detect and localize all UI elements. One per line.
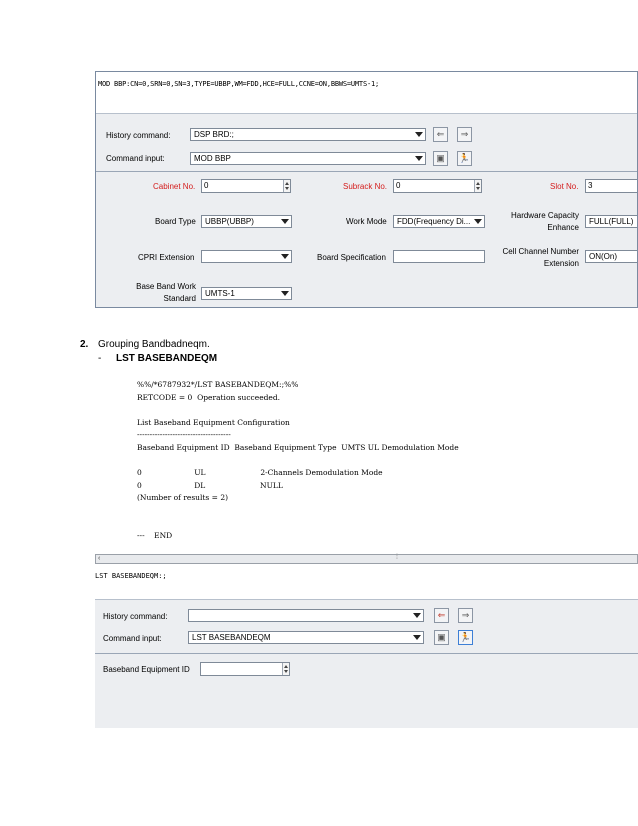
append-command-button[interactable]: ⇒ — [457, 127, 472, 142]
baseband-equipment-id-label: Baseband Equipment ID — [103, 665, 190, 674]
bb-work-standard-value: UMTS-1 — [205, 289, 235, 298]
cell-channel-select[interactable] — [585, 250, 638, 263]
insert-command-button[interactable]: ⇐ — [434, 608, 449, 623]
section-subtitle: LST BASEBANDEQM — [116, 353, 218, 364]
append-command-button[interactable]: ⇒ — [458, 608, 473, 623]
board-type-label: Board Type — [155, 217, 196, 226]
separator — [95, 653, 638, 654]
bb-work-label-1: Base Band Work — [136, 282, 196, 291]
cabinet-no-input[interactable] — [201, 179, 291, 193]
save-icon-button[interactable]: ▣ — [434, 630, 449, 645]
chevron-down-icon — [415, 132, 423, 137]
chevron-down-icon — [413, 613, 421, 618]
spinner-icon[interactable] — [282, 663, 289, 675]
chevron-down-icon — [281, 219, 289, 224]
command-line-text: MOD BBP:CN=0,SRN=0,SN=3,TYPE=UBBP,WM=FDD,HCE=FULL,CCNE=ON,BBWS=UMTS-1; — [98, 80, 380, 88]
cell-channel-label-1: Cell Channel Number — [502, 247, 579, 256]
cpri-extension-select[interactable] — [201, 250, 292, 263]
chevron-down-icon — [415, 156, 423, 161]
run-man-icon: 🏃 — [458, 153, 471, 163]
cpri-extension-label: CPRI Extension — [138, 253, 195, 262]
history-command-select[interactable] — [190, 128, 426, 141]
history-command-label: History command: — [106, 131, 171, 140]
bullet: - — [98, 353, 102, 364]
command-line-display — [95, 567, 638, 600]
board-spec-input[interactable] — [393, 250, 485, 263]
subrack-no-input[interactable] — [393, 179, 482, 193]
hw-capacity-value: FULL(FULL) — [589, 217, 634, 226]
hw-capacity-label-1: Hardware Capacity — [510, 211, 579, 220]
console-text: %%/*6787932*/LST BASEBANDEQM:;%% RETCODE = 0 Operation succeeded. List Baseband Equipment Configuration ------------------------------------- Baseband Equipment ID Baseband Equipment Type UMTS UL Demodulation Mode 0 UL 2-Channels Demodulation Mode 0 DL NULL (Number of results = 2) --- END — [137, 380, 459, 541]
command-input-label: Command input: — [103, 634, 162, 643]
slot-no-input[interactable] — [585, 179, 638, 193]
cabinet-no-label: Cabinet No. — [153, 182, 196, 191]
work-mode-value: FDD(Frequency Di... — [397, 217, 471, 226]
save-icon-button[interactable]: ▣ — [433, 151, 448, 166]
command-input-select[interactable] — [188, 631, 424, 644]
hw-capacity-label-2: Enhance — [547, 223, 579, 232]
command-input-label: Command input: — [106, 154, 165, 163]
command-input-select[interactable] — [190, 152, 426, 165]
run-man-icon: 🏃 — [459, 632, 472, 642]
slot-no-label: Slot No. — [550, 182, 579, 191]
section-title: Grouping Bandbadneqm. — [98, 339, 210, 350]
board-spec-label: Board Specification — [317, 253, 386, 262]
board-type-value: UBBP(UBBP) — [205, 217, 254, 226]
baseband-equipment-id-input[interactable] — [200, 662, 290, 676]
history-command-value: DSP BRD:; — [194, 130, 234, 139]
command-input-value: LST BASEBANDEQM — [192, 633, 271, 642]
spinner-icon[interactable] — [474, 180, 481, 192]
separator — [96, 171, 638, 172]
bb-work-label-2: Standard — [163, 294, 196, 303]
subrack-no-label: Subrack No. — [343, 182, 388, 191]
hw-capacity-select[interactable] — [585, 215, 638, 228]
command-input-value: MOD BBP — [194, 154, 231, 163]
history-command-select[interactable] — [188, 609, 424, 622]
console-output — [95, 365, 638, 554]
cell-channel-value: ON(On) — [589, 252, 617, 261]
mod-bbp-panel — [95, 71, 638, 308]
board-type-select[interactable] — [201, 215, 292, 228]
run-button[interactable] — [458, 630, 473, 645]
slot-no-value: 3 — [588, 181, 593, 190]
bb-work-standard-select[interactable] — [201, 287, 292, 300]
section-number: 2. — [80, 339, 89, 350]
spinner-icon[interactable] — [283, 180, 290, 192]
chevron-down-icon — [281, 291, 289, 296]
work-mode-select[interactable] — [393, 215, 485, 228]
command-line-display — [96, 72, 638, 114]
cell-channel-label-2: Extension — [543, 259, 579, 268]
chevron-down-icon — [281, 254, 289, 259]
lst-baseband-panel — [95, 567, 638, 728]
scroll-grip-icon[interactable]: ⁞ — [396, 554, 398, 561]
work-mode-label: Work Mode — [346, 217, 387, 226]
history-command-label: History command: — [103, 612, 168, 621]
chevron-left-icon[interactable]: ‹ — [98, 555, 101, 562]
chevron-down-icon — [474, 219, 482, 224]
subrack-no-value: 0 — [396, 181, 401, 190]
chevron-down-icon — [413, 635, 421, 640]
command-line-text: LST BASEBANDEQM:; — [95, 572, 167, 580]
insert-command-button[interactable]: ⇐ — [433, 127, 448, 142]
run-button[interactable] — [457, 151, 472, 166]
horizontal-scrollbar[interactable] — [95, 554, 638, 564]
cabinet-no-value: 0 — [204, 181, 209, 190]
